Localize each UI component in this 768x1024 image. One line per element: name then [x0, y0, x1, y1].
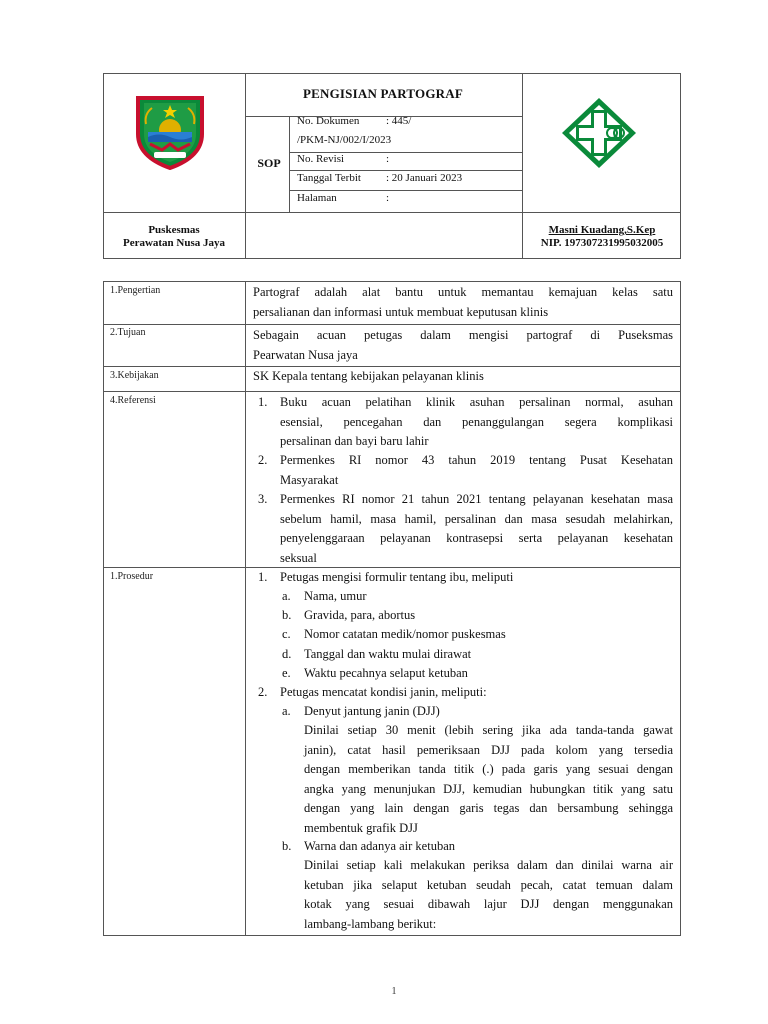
no-dokumen-value-cont: /PKM-NJ/002/I/2023: [297, 134, 392, 146]
header-divider: [103, 212, 681, 213]
list-item-body: Dinilai setiap 30 menit (lebih sering jika ada tanda-tanda gawat janin), catat hasil pemeriksaan DJJ pada kolom yang tersedia dengan memberikan tanda titik (.) pada garis yang sesuai dengan angka yang menunjukan DJJ, kemudian hubungkan titik yang satu dengan yang lain dengan garis tegas dan bersambung sehingga membentuk grafik DJJ: [304, 723, 673, 835]
referensi-label: 4.Referensi: [110, 395, 156, 406]
list-item: Nomor catatan medik/nomor puskesmas: [304, 627, 506, 641]
header-divider: [289, 170, 522, 171]
header-divider: [522, 73, 523, 259]
pengertian-text: Partograf adalah alat bantu untuk memantau kemajuan kelas satu persalianan dan informasi untuk membuat keputusan klinis: [253, 285, 673, 319]
sop-label: SOP: [257, 156, 281, 170]
prosedur-label: 1.Prosedur: [110, 571, 154, 582]
list-number: 2.: [258, 453, 268, 467]
list-item-title: Warna dan adanya air ketuban: [304, 839, 456, 853]
table-column-divider: [245, 281, 246, 936]
prosedur-step: Petugas mencatat kondisi janin, meliputi:: [280, 685, 487, 699]
list-item: Tanggal dan waktu mulai dirawat: [304, 647, 472, 661]
tanggal-terbit-label: Tanggal Terbit: [297, 172, 361, 184]
pengertian-label: 1.Pengertian: [110, 285, 161, 296]
puskesmas-name: Puskesmas Perawatan Nusa Jaya: [122, 224, 226, 249]
puskesmas-cross-logo: [560, 96, 638, 170]
list-item-title: Denyut jantung janin (DJJ): [304, 704, 440, 718]
list-number: 3.: [258, 492, 268, 506]
responsible-person: [524, 224, 680, 250]
table-row-divider: [103, 391, 681, 392]
kebijakan-text: SK Kepala tentang kebijakan pelayanan klinis: [253, 369, 484, 383]
list-letter: d.: [282, 647, 292, 661]
no-dokumen-label: No. Dokumen: [297, 115, 360, 127]
header-divider: [289, 116, 290, 212]
list-letter: b.: [282, 839, 292, 853]
list-letter: e.: [282, 666, 291, 680]
no-dokumen-value: : 445/: [386, 115, 412, 127]
header-divider: [245, 116, 522, 117]
list-letter: a.: [282, 704, 291, 718]
list-number: 2.: [258, 685, 268, 699]
tujuan-label: 2.Tujuan: [110, 327, 146, 338]
table-row-divider: [103, 324, 681, 325]
no-revisi-value: :: [386, 153, 390, 165]
referensi-item: Permenkes RI nomor 21 tahun 2021 tentang pelayanan kesehatan masa sebelum hamil, masa hamil, persalinan dan masa sesudah melahirkan, penyelenggaraan pelayanan kontrasepsi serta pelayanan kesehatan seksual: [280, 492, 673, 565]
pj-nip: NIP. 197307231995032005: [540, 237, 664, 249]
regional-emblem-logo: [132, 94, 208, 170]
pj-name: Masni Kuadang,S.Kep: [548, 224, 656, 236]
header-divider: [245, 73, 246, 259]
no-revisi-label: No. Revisi: [297, 153, 345, 165]
list-item: Waktu pecahnya selaput ketuban: [304, 666, 468, 680]
halaman-value: :: [386, 192, 390, 204]
kebijakan-label: 3.Kebijakan: [110, 370, 159, 381]
list-item: Gravida, para, abortus: [304, 608, 416, 622]
list-letter: b.: [282, 608, 292, 622]
list-item: Nama, umur: [304, 589, 367, 603]
halaman-label: Halaman: [297, 192, 337, 204]
tanggal-terbit-value: : 20 Januari 2023: [386, 172, 463, 184]
prosedur-step: Petugas mengisi formulir tentang ibu, meliputi: [280, 570, 514, 584]
list-number: 1.: [258, 395, 268, 409]
list-letter: a.: [282, 589, 291, 603]
referensi-item: Permenkes RI nomor 43 tahun 2019 tentang Pusat Kesehatan Masyarakat: [280, 453, 673, 487]
list-item-body: Dinilai setiap kali melakukan periksa dalam dan dinilai warna air ketuban jika selaput ketuban seudah pecah, catat temuan dalam kotak yang sesuai dibawah lajur DJJ dengan menggunakan lambang-lambang berikut:: [304, 858, 673, 931]
referensi-item: Buku acuan pelatihan klinik asuhan persalinan normal, asuhan esensial, pencegahan dan penanggulangan segera komplikasi persalinan dan bayi baru lahir: [280, 395, 673, 448]
list-letter: c.: [282, 627, 291, 641]
page-number: 1: [391, 986, 397, 997]
list-number: 1.: [258, 570, 268, 584]
document-title: PENGISIAN PARTOGRAF: [303, 86, 463, 101]
header-divider: [289, 190, 522, 191]
tujuan-text: Sebagain acuan petugas dalam mengisi partograf di Puseksmas Pearwatan Nusa jaya: [253, 328, 673, 362]
